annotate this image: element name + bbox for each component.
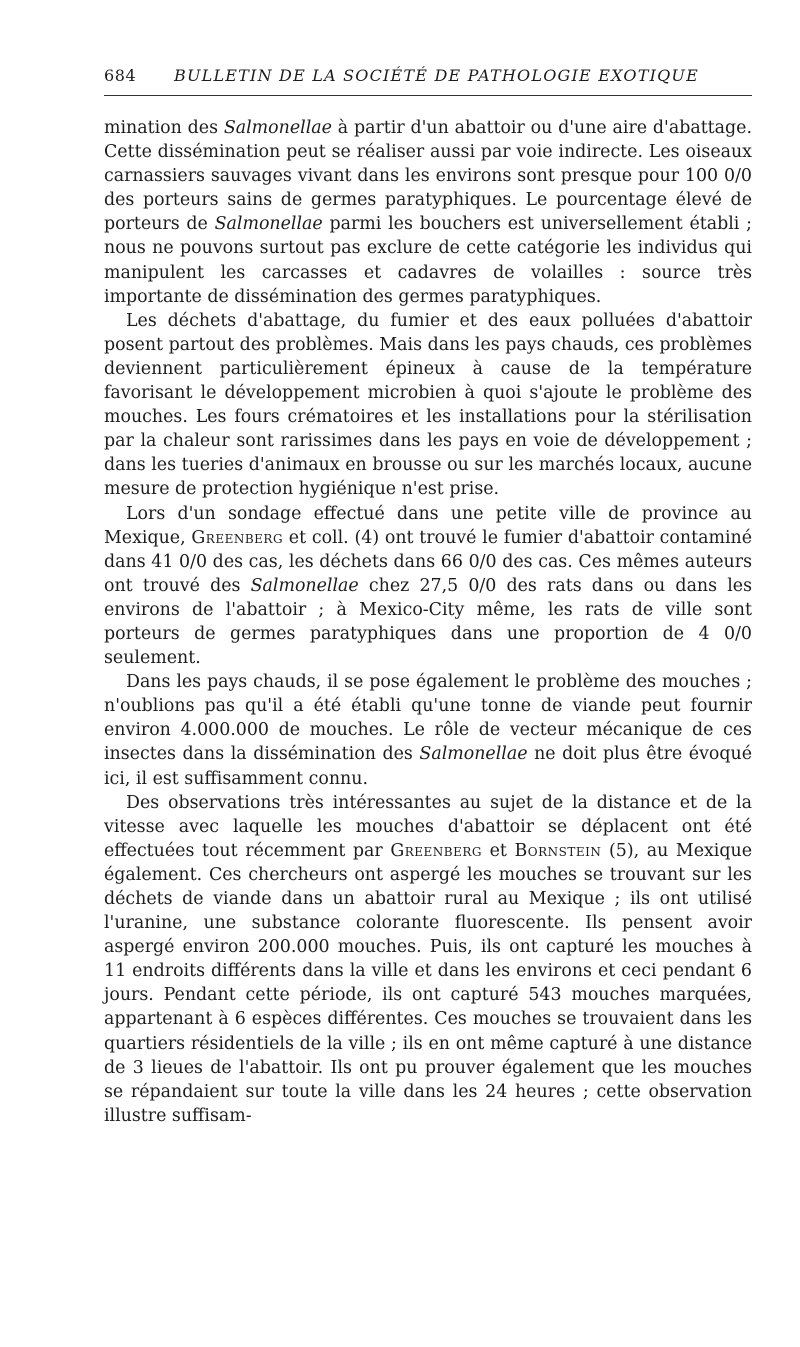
genus-italic: Salmonellae: [419, 744, 528, 765]
article-body: [104, 116, 752, 1128]
paragraph-1: mination des Salmonellae à partir d'un abattoir ou d'une aire d'abattage. Cette dissémination peut se réaliser aussi par voie indirecte. Les oiseaux carnassiers sauvages vivant dans les environs sont presque pour 100 0/0 des porteurs sains de germes paratyphiques. Le pourcentage élevé de porteurs de Salmonellae parmi les bouchers est universellement établi ; nous ne pouvons surtout pas exclure de cette catégorie les individus qui manipulent les carcasses et cadavres de volailles : source très importante de dissémination des germes paratyphiques.: [104, 118, 752, 307]
header-rule: [104, 95, 752, 96]
page-header: [104, 66, 752, 88]
author-name: Greenberg: [191, 527, 284, 548]
genus-italic: Salmonellae: [223, 118, 332, 138]
paragraph-5: Des observations très intéressantes au sujet de la distance et de la vitesse avec laquelle les mouches d'abattoir se déplacent ont été effectuées tout récemment par Greenberg et Bornstein (5), au Mexique également. Ces chercheurs ont aspergé les mouches se trouvant sur les déchets de viande dans un abattoir rural au Mexique ; ils ont utilisé l'uranine, une substance colorante fluorescente. Ils pensent avoir aspergé environ 200.000 mouches. Puis, ils ont capturé les mouches à 11 endroits différents dans la ville et dans les environs et ceci pendant 6 jours. Pendant cette période, ils ont capturé 543 mouches marquées, appartenant à 6 espèces différentes. Ces mouches se trouvaient dans les quartiers résidentiels de la ville ; ils en ont même capturé à une distance de 3 lieues de l'abattoir. Ils ont pu prouver également que les mouches se répandaient sur toute la ville dans les 24 heures ; cette observation illustre suffisam-: [104, 792, 752, 1126]
running-title: BULLETIN DE LA SOCIÉTÉ DE PATHOLOGIE EXOTIQUE: [174, 66, 699, 85]
genus-italic: Salmonellae: [214, 214, 323, 235]
page-number: 684: [104, 66, 137, 85]
paragraph-3: Lors d'un sondage effectué dans une petite ville de province au Mexique, Greenberg et coll. (4) ont trouvé le fumier d'abattoir contaminé dans 41 0/0 des cas, les déchets dans 66 0/0 des cas. Ces mêmes auteurs ont trouvé des Salmonellae chez 27,5 0/0 des rats dans ou dans les environs de l'abattoir ; à Mexico-City même, les rats de ville sont porteurs de germes paratyphiques dans une proportion de 4 0/0 seulement.: [104, 503, 753, 669]
author-name: Bornstein: [514, 840, 602, 861]
genus-italic: Salmonellae: [250, 575, 359, 596]
paragraph-4: Dans les pays chauds, il se pose également le problème des mouches ; n'oublions pas qu'il a été établi qu'une tonne de viande peut fournir environ 4.000.000 de mouches. Le rôle de vecteur mécanique de ces insectes dans la dissémination des Salmonellae ne doit plus être évoqué ici, il est suffisamment connu.: [104, 672, 752, 789]
author-name: Greenberg: [390, 840, 482, 861]
document-page: [104, 66, 752, 1128]
paragraph-2: Les déchets d'abattage, du fumier et des eaux polluées d'abattoir posent partout des problèmes. Mais dans les pays chauds, ces problèmes deviennent particulièrement épineux à cause de la température favorisant le développement microbien à quoi s'ajoute le problème des mouches. Les fours crématoires et les installations pour la stérilisation par la chaleur sont rarissimes dans les pays en voie de développement ; dans les tueries d'animaux en brousse ou sur les marchés locaux, aucune mesure de protection hygiénique n'est prise.: [104, 310, 752, 500]
